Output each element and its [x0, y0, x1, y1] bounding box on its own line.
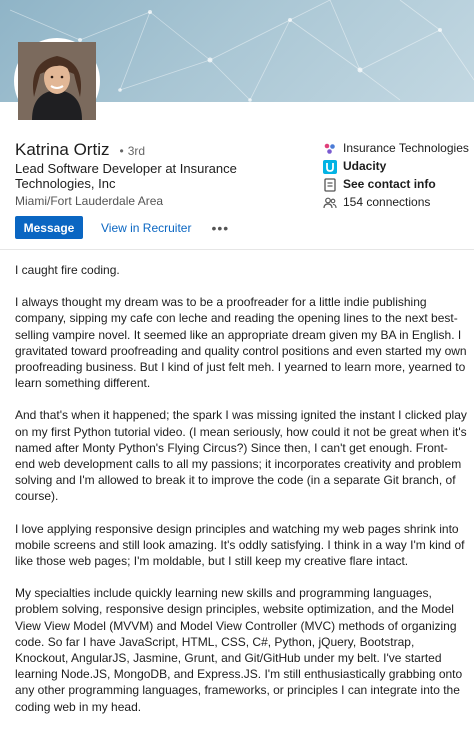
contact-card-icon [323, 178, 337, 192]
profile-name: Katrina Ortiz [15, 140, 110, 159]
about-paragraph: My specialties include quickly learning new skills and programming languages, problem solving, responsive design principles, website optimization, and the Model View View Model (MVVM) and Model View Controller (MVC) methods of organizing code. So far I have JavaScript, HTML, CSS, C#, Python, jQuery, Bootstrap, Knockout, AngularJS, Jasmine, Grunt, and Git/GitHub under my belt. I've started learning Node.JS, MongoDB, and Express.JS. I'm still enthusiastically grabbing onto any other programming languages, frameworks, or principles I can integrate into the coding web in my head. [15, 586, 463, 714]
profile-actions [15, 216, 229, 239]
profile-sidebar [323, 141, 469, 213]
more-options-button[interactable]: ••• [211, 219, 230, 236]
degree-separator-dot: • [119, 144, 124, 158]
sidebar-school[interactable] [323, 159, 469, 174]
company-logo-icon [323, 142, 337, 156]
contact-info-link[interactable]: See contact info [343, 177, 436, 191]
about-paragraph: And that's when it happened; the spark I was missing ignited the instant I clicked play on my first Python tutorial video. (I mean seriously, how could it not be great when it's named after Monty Python's Flying Circus?) Since then, I can't get enough. Front-end web development calls to all my passions; it incorporates creativity and problem solving and I'm allowed to break it to improve the code (in a separate Git branch, of course). [15, 408, 467, 504]
message-button[interactable]: Message [15, 216, 83, 239]
about-section [15, 262, 467, 731]
sidebar-company[interactable] [323, 141, 469, 156]
degree-label: 3rd [127, 144, 146, 158]
school-logo-icon [323, 160, 337, 174]
school-name: Udacity [343, 159, 387, 173]
connections-icon [323, 196, 337, 210]
profile-headline: Lead Software Developer at Insurance Technologies, Inc [15, 161, 237, 191]
connections-count: 154 connections [343, 195, 431, 209]
profile-location: Miami/Fort Lauderdale Area [15, 194, 164, 208]
about-paragraph: I caught fire coding. [15, 263, 120, 277]
section-divider [0, 249, 474, 250]
company-name: Insurance Technologies [343, 141, 469, 155]
name-row [15, 140, 145, 160]
about-paragraph: I always thought my dream was to be a proofreader for a little indie publishing company, sipping my cafe con leche and reading the opening lines to the next best-selling vampire novel. It seemed like an appropriate dream given my BA in English. I gravitated toward proofreading and quality control positions and even started my own proofreading business. But I kind of just felt meh. I yearned to learn more, yearned to learn something different. [15, 295, 467, 391]
connection-degree [119, 144, 145, 158]
avatar[interactable] [14, 38, 100, 124]
view-in-recruiter-button[interactable]: View in Recruiter [101, 220, 192, 235]
sidebar-contact-info[interactable] [323, 177, 469, 192]
sidebar-connections[interactable] [323, 195, 469, 210]
about-paragraph: I love applying responsive design principles and watching my web pages shrink into mobile screens and still look amazing. It's oddly satisfying. I think in a way I'm kind of like those web pages; I'm moldable, but I still keep my creative flare intact. [15, 521, 465, 569]
